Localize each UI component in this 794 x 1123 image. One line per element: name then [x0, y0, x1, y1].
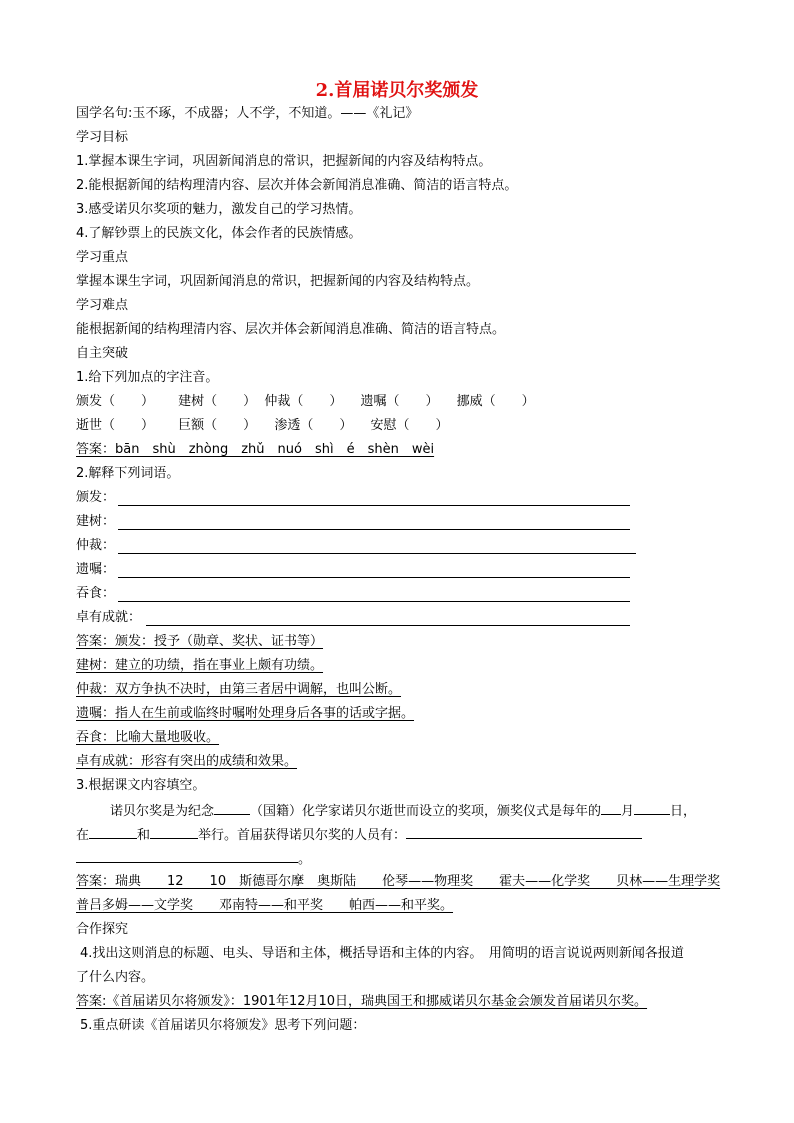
self-study-heading: 自主突破: [76, 346, 129, 361]
q2-prompt: 2.解释下列词语。: [76, 466, 180, 481]
fill-blank: [89, 824, 137, 839]
fill-text: 举行。首届获得诺贝尔奖的人员有：: [198, 828, 407, 843]
term-label: 卓有成就：: [76, 610, 142, 625]
difficulty-heading: 学习难点: [76, 298, 129, 313]
term-label: 吞食：: [76, 586, 116, 601]
q1-prompt: 1.给下列加点的字注音。: [76, 370, 219, 385]
q5-prompt: 5.重点研读《首届诺贝尔将颁发》思考下列问题：: [80, 1018, 366, 1033]
q3-fill-line-3: [76, 848, 311, 870]
fill-text: （国籍）化学家诺贝尔逝世而设立的奖项，颁奖仪式是每年的: [250, 804, 602, 819]
answer-line: [118, 529, 630, 530]
q3-fill-line-2: [76, 824, 642, 846]
pinyin-item: 建树（ ）: [178, 394, 257, 409]
q1-row-1: [76, 392, 535, 412]
fill-blank: [601, 800, 621, 815]
term-label: 仲裁：: [76, 538, 116, 553]
pinyin-item: 安慰（ ）: [370, 418, 449, 433]
q3-prompt: 3.根据课文内容填空。: [76, 778, 206, 793]
q2-answer: 仲裁：双方争执不决时，由第三者居中调解，也叫公断。: [76, 682, 402, 697]
fill-text: 。: [298, 852, 312, 867]
q1-answer: 答案：bān shù zhòng zhǔ nuó shì é shèn wèi: [76, 442, 435, 457]
term-label: 建树：: [76, 514, 116, 529]
answer-line: [118, 553, 636, 554]
fill-text: 月: [621, 804, 635, 819]
q1-row-2: [76, 416, 448, 436]
answer-line: [118, 505, 630, 506]
fill-blank: [214, 800, 250, 815]
fill-blank: [406, 824, 642, 839]
objective-item: 3.感受诺贝尔奖项的魅力，激发自己的学习热情。: [76, 202, 362, 217]
fill-text: 诺贝尔奖是为纪念: [110, 804, 215, 819]
q2-answer: 卓有成就：形容有突出的成绩和效果。: [76, 754, 298, 769]
focus-text: 掌握本课生字词，巩固新闻消息的常识，把握新闻的内容及结构特点。: [76, 274, 480, 289]
fill-text: 在: [76, 828, 90, 843]
difficulty-text: 能根据新闻的结构理清内容、层次并体会新闻消息准确、简洁的语言特点。: [76, 322, 506, 337]
q3-answer: 答案：瑞典 12 10 斯德哥尔摩 奥斯陆 伦琴——物理奖 霍夫——化学奖 贝林——生理学奖: [76, 874, 721, 889]
document-title: 2.首届诺贝尔奖颁发: [315, 80, 479, 101]
answer-line: [118, 577, 630, 578]
fill-blank: [150, 824, 198, 839]
q2-answer: 答案：颁发：授予（勋章、奖状、证书等）: [76, 634, 324, 649]
pinyin-item: 遗嘱（ ）: [360, 394, 439, 409]
term-label: 遗嘱：: [76, 562, 116, 577]
q2-answer: 遗嘱：指人在生前或临终时嘱咐处理身后各事的话或字据。: [76, 706, 415, 721]
pinyin-item: 颁发（ ）: [76, 394, 155, 409]
answer-line: [146, 625, 630, 626]
pinyin-item: 渗透（ ）: [274, 418, 353, 433]
pinyin-item: 逝世（ ）: [76, 418, 155, 433]
q2-answer: 吞食：比喻大量地吸收。: [76, 730, 220, 745]
fill-text: 日，: [670, 804, 697, 819]
cooperation-heading: 合作探究: [76, 922, 129, 937]
objective-item: 2.能根据新闻的结构理清内容、层次并体会新闻消息准确、简洁的语言特点。: [76, 178, 518, 193]
q4-prompt-cont: 了什么内容。: [76, 970, 155, 985]
guoxue-quote: 国学名句:玉不琢，不成器；人不学，不知道。——《礼记》: [76, 106, 419, 121]
q3-answer: 普吕多姆——文学奖 邓南特——和平奖 帕西——和平奖。: [76, 898, 454, 913]
term-label: 颁发：: [76, 490, 116, 505]
fill-blank: [634, 800, 670, 815]
focus-heading: 学习重点: [76, 250, 129, 265]
fill-blank: [76, 848, 298, 863]
objective-item: 1.掌握本课生字词，巩固新闻消息的常识，把握新闻的内容及结构特点。: [76, 154, 492, 169]
objective-item: 4.了解钞票上的民族文化，体会作者的民族情感。: [76, 226, 362, 241]
fill-text: 和: [137, 828, 151, 843]
q2-answer: 建树：建立的功绩，指在事业上颇有功绩。: [76, 658, 324, 673]
q3-fill-line-1: [110, 800, 696, 822]
answer-line: [118, 601, 630, 602]
pinyin-item: 仲裁（ ）: [264, 394, 343, 409]
q4-answer: 答案:《首届诺贝尔将颁发》：1901年12月10日，瑞典国王和挪威诺贝尔基金会颁发首届诺贝尔奖。: [76, 994, 648, 1009]
pinyin-item: 挪威（ ）: [456, 394, 535, 409]
q4-prompt: 4.找出这则消息的标题、电头、导语和主体，概括导语和主体的内容。 用简明的语言说说两则新闻各报道: [80, 946, 684, 961]
objectives-heading: 学习目标: [76, 130, 129, 145]
pinyin-item: 巨额（ ）: [178, 418, 257, 433]
